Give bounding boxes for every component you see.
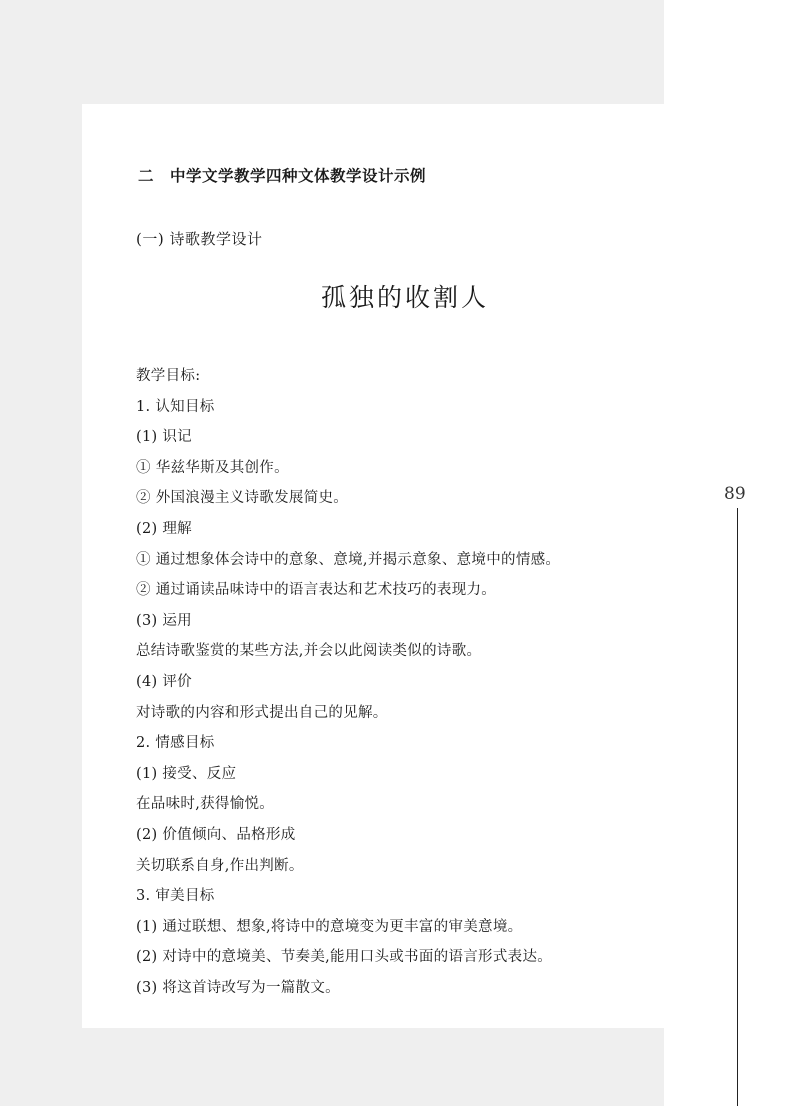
body-line: 在品味时,获得愉悦。 — [136, 796, 275, 813]
section-heading — [138, 164, 426, 186]
body-line: ② 通过诵读品味诗中的语言表达和艺术技巧的表现力。 — [136, 582, 497, 599]
body-line: 教学目标: — [136, 368, 201, 384]
page-number: 89 — [724, 484, 746, 504]
section-number: 二 — [138, 166, 155, 185]
body-line: (2) 对诗中的意境美、节奏美,能用口头或书面的语言形式表达。 — [136, 949, 553, 966]
document-title — [0, 278, 790, 314]
page-background-bottom — [0, 1028, 664, 1106]
body-line: 2. 情感目标 — [136, 735, 215, 752]
page-background-left — [0, 104, 82, 1028]
body-line: (1) 通过联想、想象,将诗中的意境变为更丰富的审美意境。 — [136, 918, 523, 935]
body-line: (1) 识记 — [136, 429, 192, 446]
section-title: 中学文学教学四种文体教学设计示例 — [170, 166, 427, 185]
body-line: 对诗歌的内容和形式提出自己的见解。 — [136, 704, 388, 721]
body-line: (3) 将这首诗改写为一篇散文。 — [136, 979, 340, 996]
body-line: (2) 价值倾向、品格形成 — [136, 826, 296, 843]
document-title-text: 孤独的收割人 — [320, 283, 489, 312]
body-line: ① 华兹华斯及其创作。 — [136, 459, 289, 476]
teaching-objectives-list — [136, 365, 560, 1007]
body-line: 3. 审美目标 — [136, 888, 215, 905]
body-line: ① 通过想象体会诗中的意象、意境,并揭示意象、意境中的情感。 — [136, 551, 561, 568]
body-line: 总结诗歌鉴赏的某些方法,并会以此阅读类似的诗歌。 — [136, 643, 482, 660]
subsection-heading: (一) 诗歌教学设计 — [136, 230, 263, 248]
margin-rule — [737, 508, 738, 1106]
body-line: (2) 理解 — [136, 520, 192, 537]
body-line: 关切联系自身,作出判断。 — [136, 857, 304, 874]
page-background-top — [0, 0, 664, 104]
body-line: 1. 认知目标 — [136, 398, 215, 415]
body-line: ② 外国浪漫主义诗歌发展简史。 — [136, 490, 349, 507]
body-line: (3) 运用 — [136, 612, 192, 629]
body-line: (1) 接受、反应 — [136, 765, 237, 782]
body-line: (4) 评价 — [136, 673, 192, 690]
